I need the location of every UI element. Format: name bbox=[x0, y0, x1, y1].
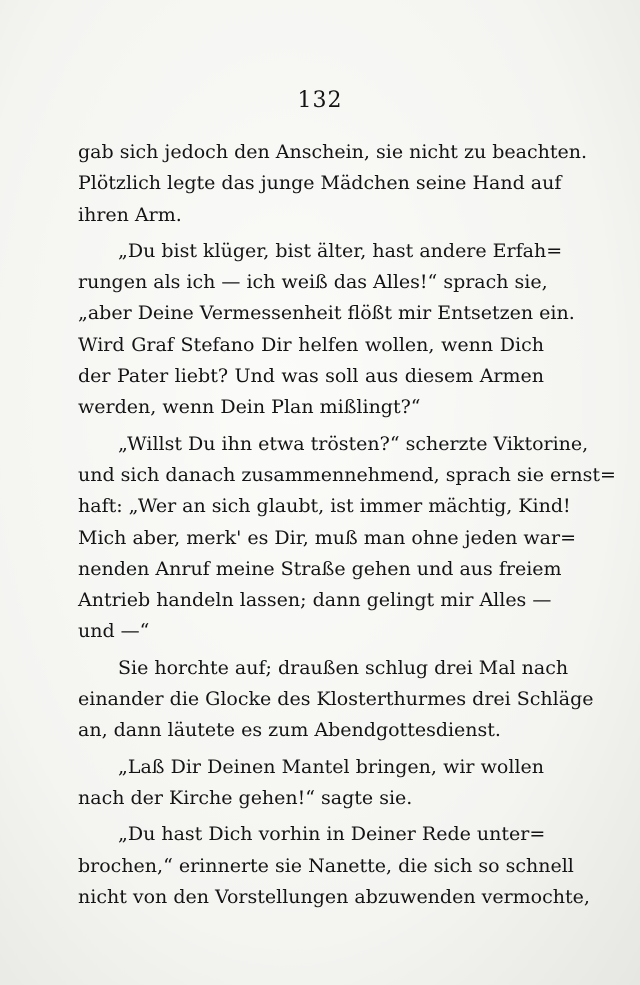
text-line: rungen als ich — ich weiß das Alles!“ sprach sie, bbox=[78, 271, 548, 294]
text-line: und —“ bbox=[78, 620, 150, 643]
body-text bbox=[78, 137, 616, 913]
text-line: werden, wenn Dein Plan mißlingt?“ bbox=[78, 396, 421, 419]
text-line: „aber Deine Vermessenheit flößt mir Entsetzen ein. bbox=[78, 302, 575, 325]
text-line: haft: „Wer an sich glaubt, ist immer mächtig, Kind! bbox=[78, 495, 571, 518]
text-line: nenden Anruf meine Straße gehen und aus freiem bbox=[78, 557, 562, 580]
text-line: „Laß Dir Deinen Mantel bringen, wir wollen bbox=[118, 755, 544, 778]
text-line: brochen,“ erinnerte sie Nanette, die sich so schnell bbox=[78, 854, 574, 877]
text-line: Sie horchte auf; draußen schlug drei Mal nach bbox=[118, 656, 569, 679]
text-line: „Du bist klüger, bist älter, hast andere Erfah= bbox=[118, 239, 563, 262]
text-line: „Willst Du ihn etwa trösten?“ scherzte Viktorine, bbox=[118, 432, 589, 455]
text-line: nicht von den Vorstellungen abzuwenden vermochte, bbox=[78, 885, 590, 908]
text-line: der Pater liebt? Und was soll aus diesem Armen bbox=[78, 365, 544, 388]
text-line: nach der Kirche gehen!“ sagte sie. bbox=[78, 786, 413, 809]
text-line: ihren Arm. bbox=[78, 203, 182, 226]
text-line: Wird Graf Stefano Dir helfen wollen, wenn Dich bbox=[78, 333, 544, 356]
text-line: einander die Glocke des Klosterthurmes drei Schläge bbox=[78, 688, 594, 711]
text-line: und sich danach zusammennehmend, sprach sie ernst= bbox=[78, 463, 616, 486]
text-line: gab sich jedoch den Anschein, sie nicht zu beachten. bbox=[78, 141, 588, 163]
text-line: „Du hast Dich vorhin in Deiner Rede unter= bbox=[118, 823, 546, 846]
text-line: an, dann läutete es zum Abendgottesdienst. bbox=[78, 719, 501, 742]
page-number: 132 bbox=[297, 88, 343, 113]
text-line: Antrieb handeln lassen; dann gelingt mir Alles — bbox=[78, 589, 552, 612]
text-line: Mich aber, merk' es Dir, muß man ohne jeden war= bbox=[78, 526, 577, 549]
text-line: Plötzlich legte das junge Mädchen seine Hand auf bbox=[78, 172, 562, 195]
